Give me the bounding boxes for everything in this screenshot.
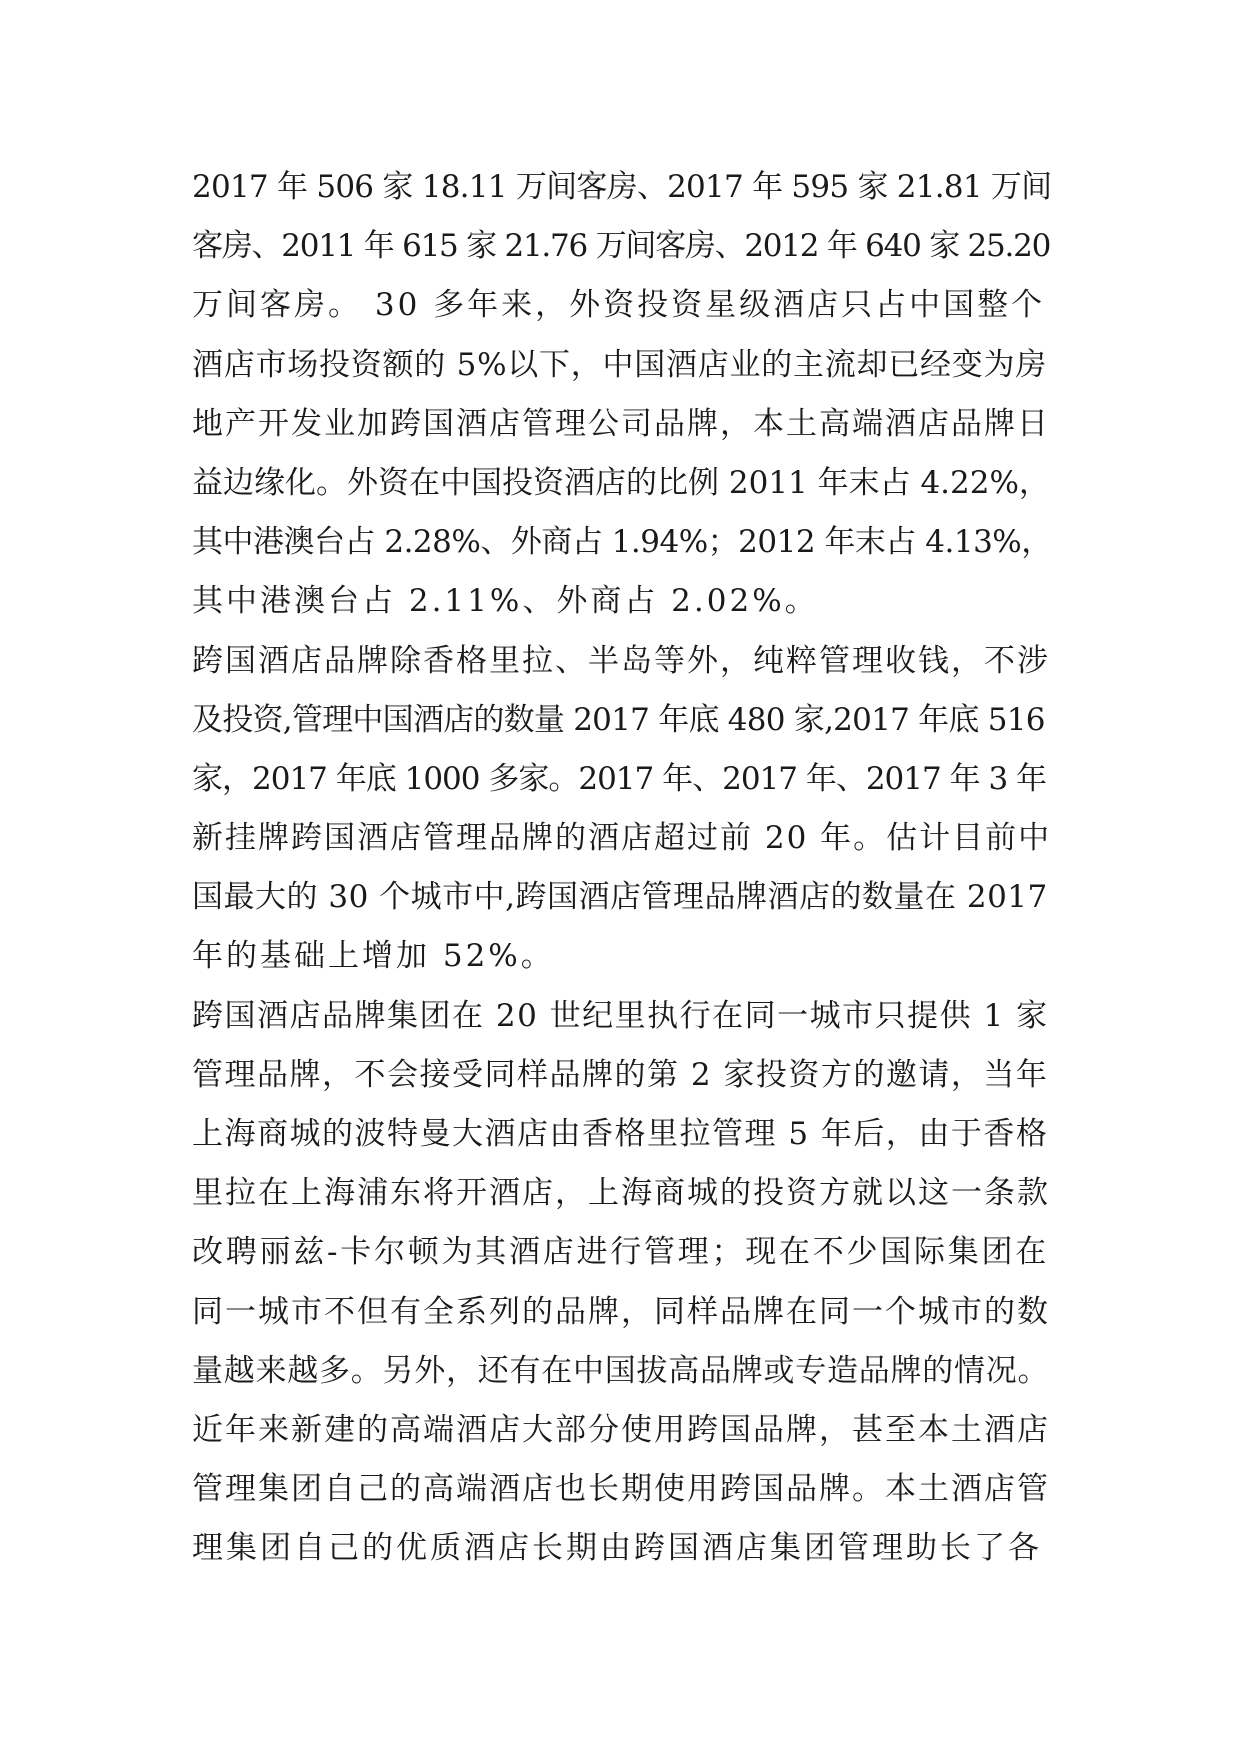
text-line: 地产开发业加跨国酒店管理公司品牌，本土高端酒店品牌日 xyxy=(192,405,1050,442)
text-line: 其中港澳台占 2.28%、外商占 1.94%；2012 年末占 4.13%， xyxy=(192,524,1052,561)
text-line: 改聘丽兹-卡尔顿为其酒店进行管理；现在不少国际集团在 xyxy=(192,1234,1049,1271)
text-line: 理集团自己的优质酒店长期由跨国酒店集团管理助长了各 xyxy=(192,1530,1042,1567)
text-line: 酒店市场投资额的 5%以下，中国酒店业的主流却已经变为房 xyxy=(192,346,1048,383)
text-line: 近年来新建的高端酒店大部分使用跨国品牌，甚至本土酒店 xyxy=(192,1411,1050,1448)
text-line: 客房、2011 年 615 家 21.76 万间客房、2012 年 640 家 25.20 xyxy=(192,228,1051,265)
text-line: 2017 年 506 家 18.11 万间客房、2017 年 595 家 21.81 万间 xyxy=(192,169,1052,205)
text-line: 管理集团自己的高端酒店也长期使用跨国品牌。本土酒店管 xyxy=(192,1471,1050,1508)
text-line: 同一城市不但有全系列的品牌，同样品牌在同一个城市的数 xyxy=(192,1293,1050,1330)
text-line: 及投资,管理中国酒店的数量 2017 年底 480 家,2017 年底 516 xyxy=(192,701,1045,738)
text-line: 管理品牌，不会接受同样品牌的第 2 家投资方的邀请，当年 xyxy=(192,1056,1049,1093)
text-line: 国最大的 30 个城市中,跨国酒店管理品牌酒店的数量在 2017 xyxy=(192,879,1048,916)
text-line: 万间客房。 30 多年来，外资投资星级酒店只占中国整个 xyxy=(192,287,1046,324)
text-line: 家，2017 年底 1000 多家。2017 年、2017 年、2017 年 3 年 xyxy=(192,760,1047,797)
text-line: 新挂牌跨国酒店管理品牌的酒店超过前 20 年。估计目前中 xyxy=(192,820,1052,857)
text-line: 益边缘化。外资在中国投资酒店的比例 2011 年末占 4.22%， xyxy=(192,464,1050,501)
body-text xyxy=(192,158,1052,1579)
text-line: 跨国酒店品牌集团在 20 世纪里执行在同一城市只提供 1 家 xyxy=(192,997,1049,1034)
text-line: 年的基础上增加 52%。 xyxy=(192,938,555,975)
text-line: 跨国酒店品牌除香格里拉、半岛等外，纯粹管理收钱，不涉 xyxy=(192,642,1050,679)
text-line: 上海商城的波特曼大酒店由香格里拉管理 5 年后，由于香格 xyxy=(192,1116,1049,1152)
text-line: 其中港澳台占 2.11%、外商占 2.02%。 xyxy=(192,583,819,620)
text-line: 量越来越多。另外，还有在中国拔高品牌或专造品牌的情况。 xyxy=(192,1352,1050,1389)
text-line: 里拉在上海浦东将开酒店，上海商城的投资方就以这一条款 xyxy=(192,1175,1050,1212)
